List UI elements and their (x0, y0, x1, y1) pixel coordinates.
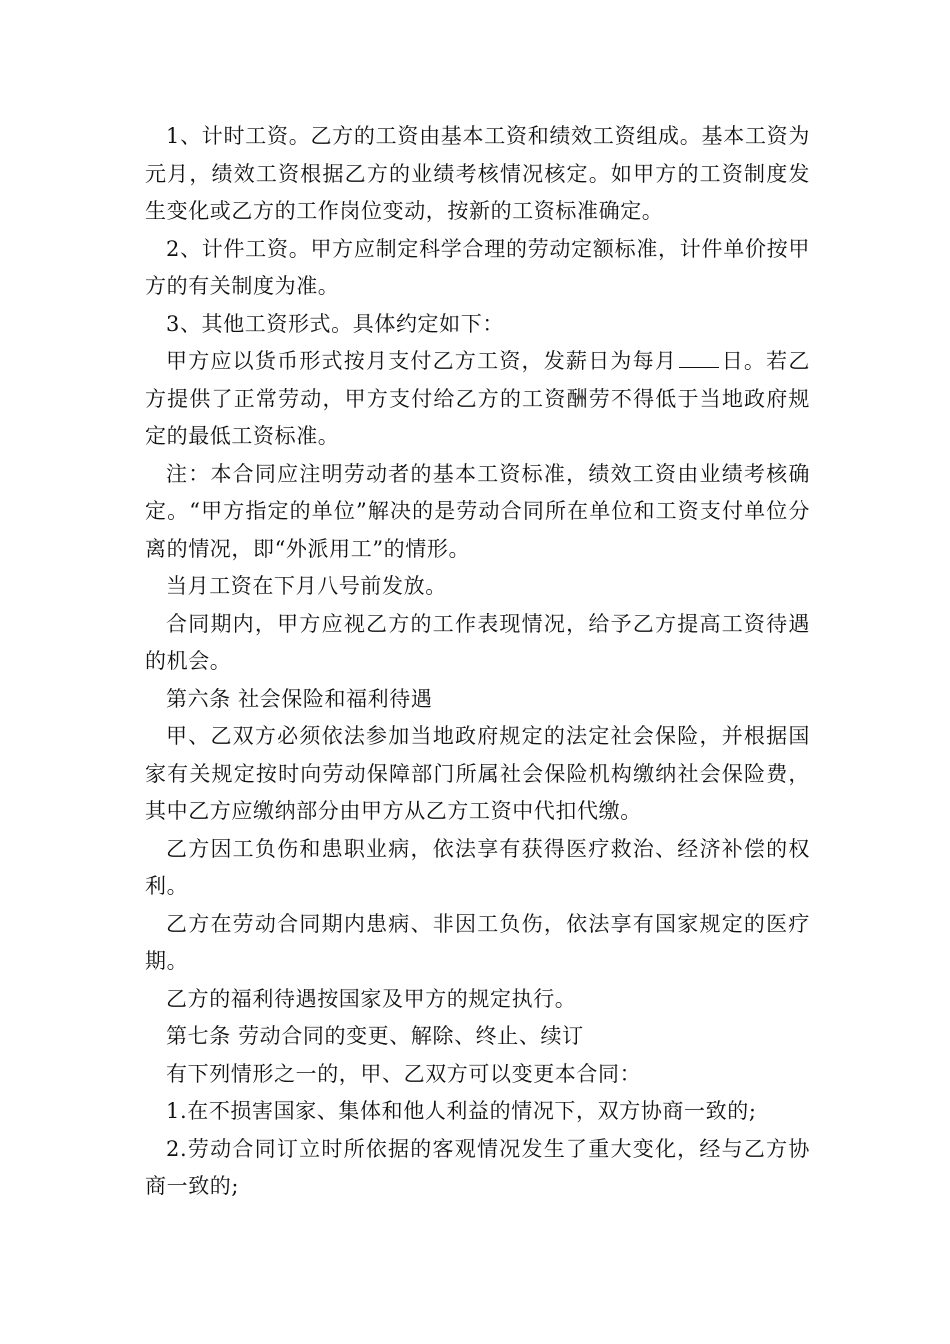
paragraph-other-wage: 3、其他工资形式。具体约定如下： (166, 311, 504, 336)
paragraph-injury: 乙方因工负伤和患职业病，依法享有获得医疗救治、经济补偿的权利。 (145, 836, 810, 898)
paragraph-change-item-1: 1.在不损害国家、集体和他人利益的情况下，双方协商一致的; (166, 1099, 757, 1123)
pay-day-blank (679, 349, 719, 368)
paragraph-insurance: 甲、乙双方必须依法参加当地政府规定的法定社会保险，并根据国家有关规定按时向劳动保障部门所属社会保险机构缴纳社会保险费，其中乙方应缴纳部分由甲方从乙方工资中代扣代缴。 (145, 724, 810, 823)
article-6-title: 第六条 社会保险和福利待遇 (166, 686, 433, 711)
paragraph-piece-wage: 2、计件工资。甲方应制定科学合理的劳动定额标准，计件单价按甲方的有关制度为准。 (145, 236, 810, 298)
document-body (145, 118, 810, 1206)
pay-day-text-before: 甲方应以货币形式按月支付乙方工资，发薪日为每月 (166, 349, 678, 373)
paragraph-welfare: 乙方的福利待遇按国家及甲方的规定执行。 (166, 986, 577, 1011)
paragraph-hourly-wage: 1、计时工资。乙方的工资由基本工资和绩效工资组成。基本工资为 元月，绩效工资根据乙方的业绩考核情况核定。如甲方的工资制度发生变化或乙方的工作岗位变动，按新的工资标准确定。 (145, 124, 810, 223)
paragraph-note: 注：本合同应注明劳动者的基本工资标准，绩效工资由业绩考核确定。“甲方指定的单位”解决的是劳动合同所在单位和工资支付单位分离的情况，即“外派用工”的情形。 (145, 461, 810, 561)
paragraph-illness: 乙方在劳动合同期内患病、非因工负伤，依法享有国家规定的医疗期。 (145, 911, 810, 973)
article-7-title: 第七条 劳动合同的变更、解除、终止、续订 (166, 1024, 584, 1048)
paragraph-change-item-2: 2.劳动合同订立时所依据的客观情况发生了重大变化，经与乙方协商一致的; (145, 1136, 810, 1198)
pay-day-text-after: 日。若乙方提供了正常劳动，甲方支付给乙方的工资酬劳不得低于当地政府规定的最低工资标准。 (145, 349, 810, 448)
paragraph-change-intro: 有下列情形之一的，甲、乙双方可以变更本合同： (166, 1061, 642, 1086)
paragraph-pay-day (145, 343, 810, 456)
paragraph-pay-date: 当月工资在下月八号前发放。 (166, 574, 447, 598)
paragraph-raise: 合同期内，甲方应视乙方的工作表现情况，给予乙方提高工资待遇的机会。 (145, 611, 810, 673)
